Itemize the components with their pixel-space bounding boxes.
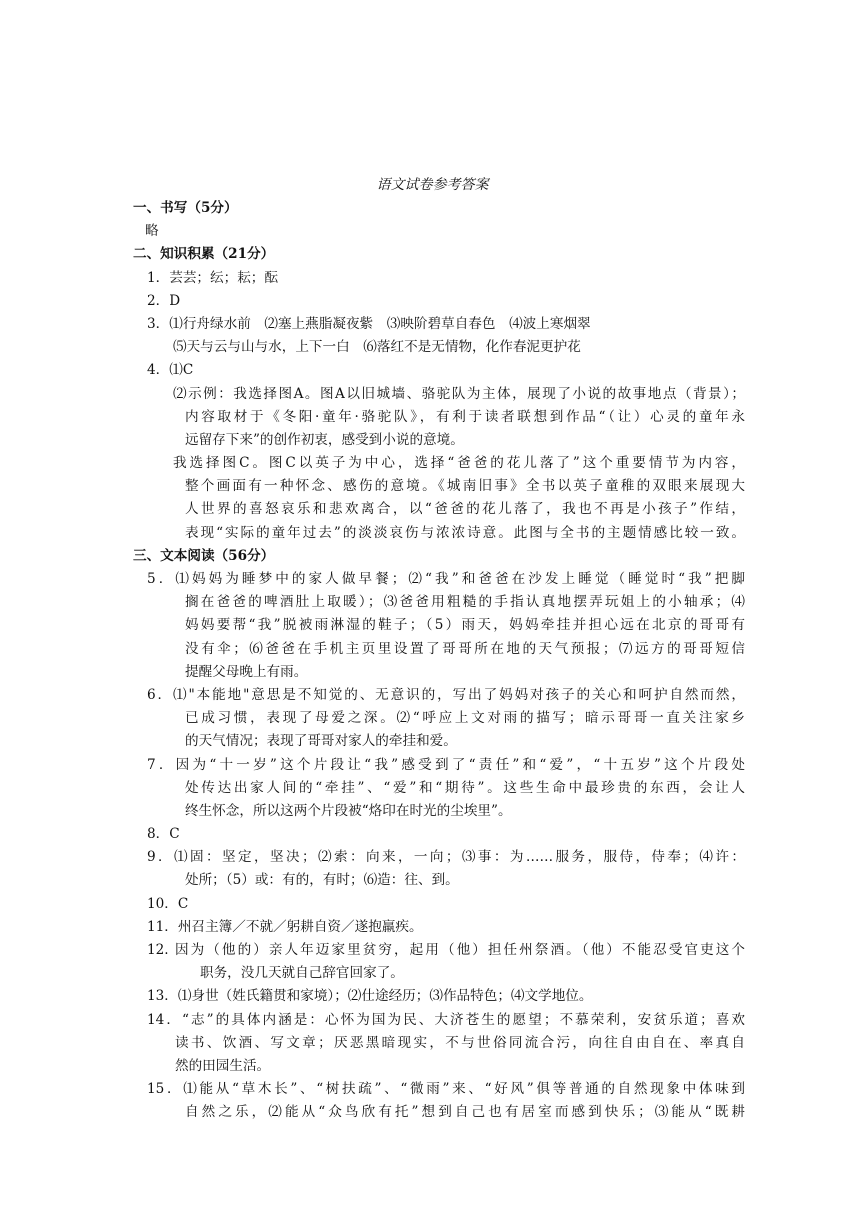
answer-line: 略 xyxy=(145,223,159,240)
answer-content xyxy=(133,197,745,1125)
answer-line: 没有伞；⑹爸爸在手机主页里设置了哥哥所在地的天气预报；⑺远方的哥哥短信 xyxy=(185,640,745,657)
answer-line: 提醒父母晚上有雨。 xyxy=(185,663,308,680)
answer-line: 的天气情况；表现了哥哥对家人的牵挂和爱。 xyxy=(185,733,457,750)
answer-line: 我选择图C。图C以英子为中心，选择“爸爸的花儿落了”这个重要情节为内容， xyxy=(173,455,745,472)
answer-line: 15．⑴能从“草木长”、“树扶疏”、“微雨”来、“好风”俱等普通的自然现象中体味到 xyxy=(147,1081,745,1098)
answer-line: 2．D xyxy=(147,292,181,309)
answer-line: 职务，没几天就自己辞官回家了。 xyxy=(200,965,404,982)
answer-line: 3．⑴行舟绿水前 ⑵塞上燕脂凝夜紫 ⑶映阶碧草自春色 ⑷波上寒烟翠 xyxy=(147,315,591,332)
answer-line: 已成习惯，表现了母爱之深。⑵“呼应上文对雨的描写；暗示哥哥一直关注家乡 xyxy=(185,710,745,727)
answer-line: 4．⑴C xyxy=(147,362,194,379)
answer-line: 5．⑴妈妈为睡梦中的家人做早餐；⑵“我”和爸爸在沙发上睡觉（睡觉时“我”把脚 xyxy=(147,571,745,587)
section-heading: 二、知识积累（21分） xyxy=(133,246,275,263)
answer-line: 1．芸芸；纭；耘；酝 xyxy=(147,269,278,286)
answer-line: 表现“实际的童年过去”的淡淡哀伤与浓浓诗意。此图与全书的主题情感比较一致。 xyxy=(185,524,745,541)
answer-line: 自然之乐，⑵能从“众鸟欣有托”想到自己也有居室而感到快乐；⑶能从“既耕 xyxy=(185,1104,745,1121)
answer-line: 处所；（5）或：有的，有时；⑹造：往、到。 xyxy=(185,872,459,889)
answer-line: 搁在爸爸的啤酒肚上取暖）；⑶爸爸用粗糙的手指认真地摆弄玩姐上的小轴承；⑷ xyxy=(185,594,745,611)
section-heading: 一、书写（5分） xyxy=(133,200,238,216)
answer-line: 12. 因为（他的）亲人年迈家里贫穷，起用（他）担任州祭酒。（他）不能忍受官吏这个 xyxy=(147,942,745,958)
answer-line: 7．因为“十一岁”这个片段让“我”感受到了“责任”和“爱”，“十五岁”这个片段处 xyxy=(147,756,745,773)
answer-line: ⑵示例：我选择图A。图A以旧城墙、骆驼队为主体，展现了小说的故事地点（背景）； xyxy=(173,385,745,402)
answer-line: 人世界的喜怒哀乐和悲欢离合，以“爸爸的花儿落了，我也不再是小孩子”作结， xyxy=(185,501,745,518)
answer-line: 终生怀念，所以这两个片段被“烙印在时光的尘埃里”。 xyxy=(185,802,512,819)
page-title: 语文试卷参考答案 xyxy=(376,177,489,193)
answer-line: 6．⑴"本能地"意思是不知觉的、无意识的，写出了妈妈对孩子的关心和呵护自然而然， xyxy=(147,686,745,703)
answer-line: 远留存下来”的创作初衷，感受到小说的意境。 xyxy=(185,431,464,448)
answer-line: 内容取材于《冬阳·童年·骆驼队》，有利于读者联想到作品“（让）心灵的童年永 xyxy=(185,408,745,425)
answer-line: 处传达出家人间的“牵挂”、“爱”和“期待”。这些生命中最珍贵的东西，会让人 xyxy=(185,779,745,796)
answer-line: 13．⑴身世（姓氏籍贯和家境）；⑵仕途经历；⑶作品特色；⑷文学地位。 xyxy=(147,988,593,1005)
section-heading: 三、文本阅读（56分） xyxy=(133,547,275,564)
answer-line: 10．C xyxy=(147,895,189,912)
answer-line: 8．C xyxy=(147,826,180,843)
answer-line: 读书、饮酒、写文章；厌恶黑暗现实，不与世俗同流合污，向往自由自在、率真自 xyxy=(175,1034,745,1051)
answer-line: 14．“志”的具体内涵是：心怀为国为民、大济苍生的愿望；不慕荣利，安贫乐道；喜欢 xyxy=(147,1011,745,1028)
answer-line: 整个画面有一种怀念、感伤的意境。《城南旧事》全书以英子童稚的双眼来展现大 xyxy=(185,478,745,495)
answer-line: 11．州召主簿／不就／躬耕自资／遂抱羸疾。 xyxy=(147,918,423,935)
answer-line: ⑸天与云与山与水，上下一白 ⑹落红不是无情物，化作春泥更护花 xyxy=(173,339,581,356)
answer-line: 妈妈要帮“我”脱被雨淋湿的鞋子；（5）雨天，妈妈牵挂并担心远在北京的哥哥有 xyxy=(185,617,745,634)
answer-line: 然的田园生活。 xyxy=(175,1057,271,1074)
answer-line: 9．⑴固：坚定，坚决；⑵索：向来，一向；⑶事：为……服务，服侍，侍奉；⑷许： xyxy=(147,849,745,866)
